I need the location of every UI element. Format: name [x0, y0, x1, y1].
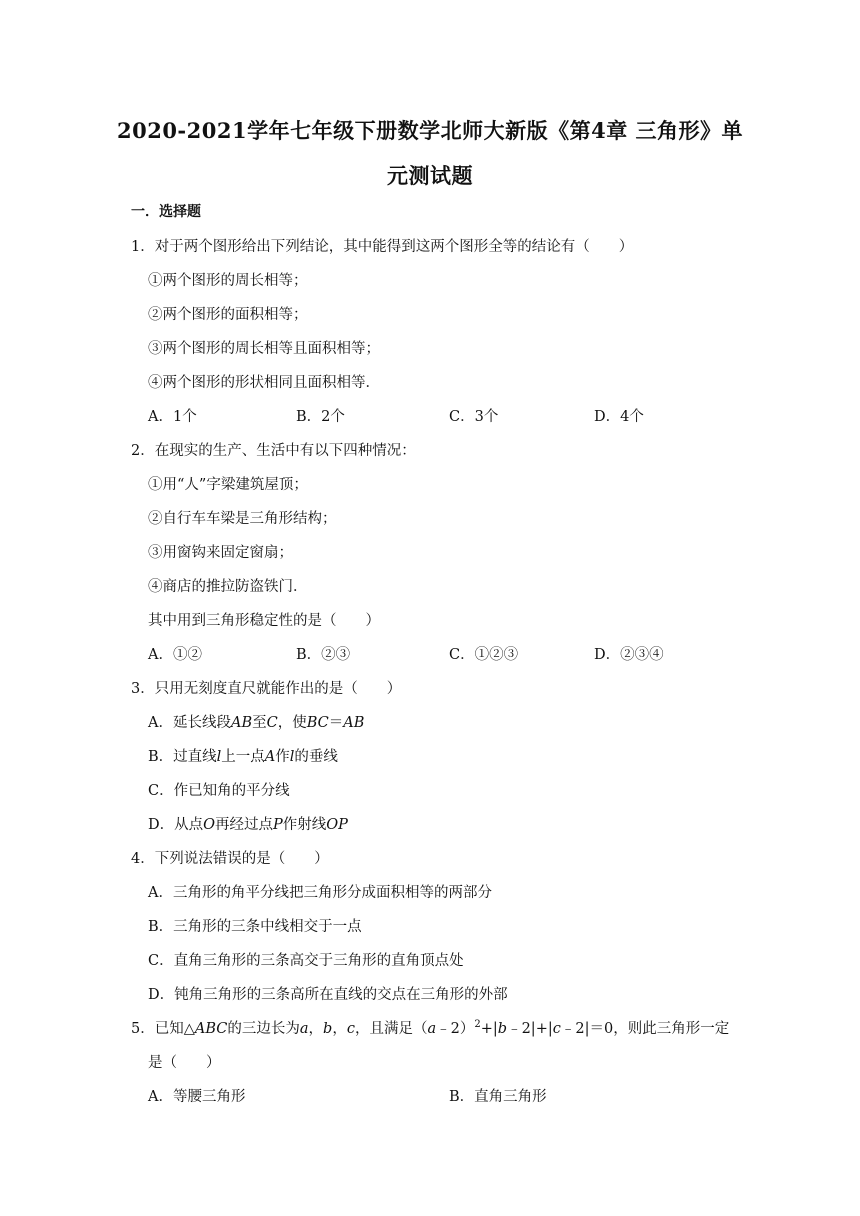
question-2-option-d: D．②③④ — [594, 647, 664, 663]
question-4-option-d: D．钝角三角形的三条高所在直线的交点在三角形的外部 — [148, 987, 508, 1003]
question-1-item-1: ①两个图形的周长相等； — [148, 273, 308, 289]
question-1-item-4: ④两个图形的形状相同且面积相等． — [148, 375, 380, 391]
question-2-option-c: C．①②③ — [449, 647, 519, 663]
question-4-stem: 4．下列说法错误的是（ ） — [131, 851, 329, 867]
document-title-line2: 元测试题 — [387, 163, 473, 188]
question-2-item-3: ③用窗钩来固定窗扇； — [148, 545, 293, 561]
question-1-option-b: B．2个 — [296, 409, 345, 425]
question-2-stem: 2．在现实的生产、生活中有以下四种情况： — [131, 443, 416, 459]
question-2-option-b: B．②③ — [296, 647, 351, 663]
question-5-stem: 5．已知△ABC的三边长为a，b，c，且满足（a﹣2）$^2$+|b﹣2|+|c﹣2|＝0，则此三角形一定 — [131, 1019, 730, 1037]
question-2-item-4: ④商店的推拉防盗铁门． — [148, 579, 308, 595]
question-3-option-c: C．作已知角的平分线 — [148, 783, 290, 799]
question-1-option-d: D．4个 — [594, 409, 644, 425]
question-4-option-b: B．三角形的三条中线相交于一点 — [148, 919, 362, 935]
question-4-option-a: A．三角形的角平分线把三角形分成面积相等的两部分 — [148, 885, 492, 901]
question-1-item-3: ③两个图形的周长相等且面积相等； — [148, 341, 380, 357]
question-2-prompt: 其中用到三角形稳定性的是（ ） — [148, 613, 380, 629]
question-3-stem: 3．只用无刻度直尺就能作出的是（ ） — [131, 681, 402, 697]
document-title-line1: 2020-2021学年七年级下册数学北师大新版《第4章 三角形》单 — [116, 118, 744, 143]
question-1-item-2: ②两个图形的面积相等； — [148, 307, 308, 323]
question-2-item-1: ①用“人”字梁建筑屋顶； — [148, 477, 308, 493]
question-5-option-b: B．直角三角形 — [449, 1089, 547, 1105]
section-heading: 一．选择题 — [131, 204, 201, 220]
question-3-option-d: D．从点O再经过点P作射线OP — [148, 817, 348, 833]
question-1-option-a: A．1个 — [148, 409, 197, 425]
question-4-option-c: C．直角三角形的三条高交于三角形的直角顶点处 — [148, 953, 464, 969]
question-2-option-a: A．①② — [148, 647, 202, 663]
question-5-option-a: A．等腰三角形 — [148, 1089, 246, 1105]
question-2-item-2: ②自行车车梁是三角形结构； — [148, 511, 337, 527]
question-3-option-a: A．延长线段AB至C，使BC＝AB — [148, 715, 365, 731]
question-3-option-b: B．过直线l上一点A作l的垂线 — [148, 749, 338, 765]
question-1-stem: 1．对于两个图形给出下列结论，其中能得到这两个图形全等的结论有（ ） — [131, 239, 634, 255]
question-1-option-c: C．3个 — [449, 409, 499, 425]
question-5-stem-line2: 是（ ） — [148, 1055, 221, 1071]
